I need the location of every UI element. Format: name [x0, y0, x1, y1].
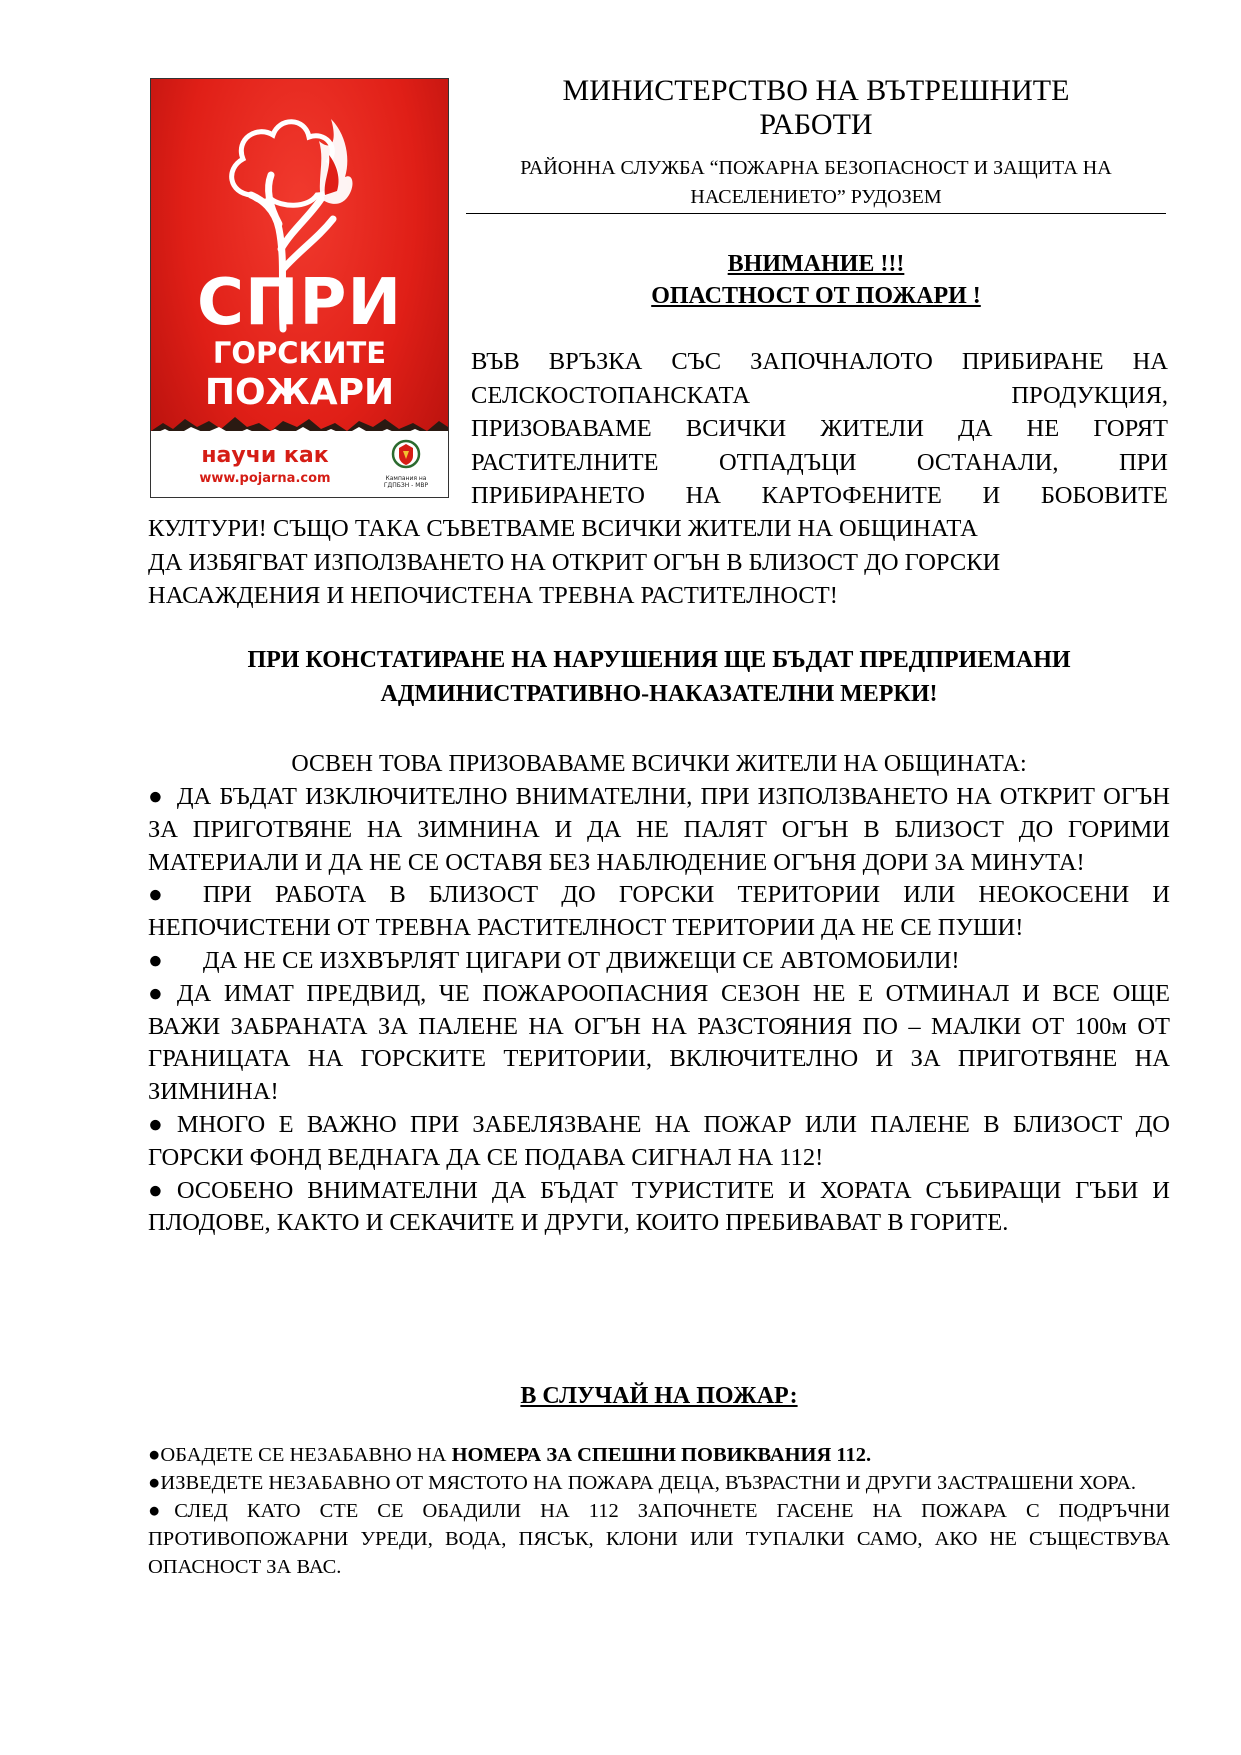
- appeal-list: [148, 781, 1170, 1240]
- poster-campaign-credit: Кампания на ГДПБЗН - МВР: [383, 475, 429, 489]
- appeal-heading: ОСВЕН ТОВА ПРИЗОВАВАМЕ ВСИЧКИ ЖИТЕЛИ НА ОБЩИНАТА:: [291, 751, 1027, 777]
- bullet-icon: ●: [148, 1472, 161, 1494]
- bullet-icon: ●: [148, 1500, 175, 1522]
- list-item: ● ОСОБЕНО ВНИМАТЕЛНИ ДА БЪДАТ ТУРИСТИТЕ И ХОРАТА СЪБИРАЩИ ГЪБИ И ПЛОДОВЕ, КАКТО И СЕКАЧИТЕ И ДРУГИ, КОИТО ПРЕБИВАВАТ В ГОРИТЕ.: [148, 1176, 1170, 1237]
- header-divider: [466, 213, 1166, 214]
- ministry-title: МИНИСТЕРСТВО НА ВЪТРЕШНИТЕ РАБОТИ: [562, 74, 1070, 141]
- poster-slogan-line2: ГОРСКИТЕ: [212, 336, 387, 370]
- bullet-icon: ●: [148, 1110, 163, 1138]
- bullet-icon: ●: [148, 979, 163, 1007]
- sanctions-warning: ПРИ КОНСТАТИРАНЕ НА НАРУШЕНИЯ ЩЕ БЪДАТ ПРЕДПРИЕМАНИ АДМИНИСТРАТИВНО-НАКАЗАТЕЛНИ МЕРКИ!: [247, 647, 1071, 707]
- bullet-icon: ●: [148, 783, 163, 810]
- service-title: РАЙОННА СЛУЖБА “ПОЖАРНА БЕЗОПАСНОСТ И ЗАЩИТА НА НАСЕЛЕНИЕТО” РУДОЗЕМ: [520, 157, 1112, 208]
- poster-website: www.pojarna.com: [199, 471, 331, 486]
- list-item: ●ИЗВЕДЕТЕ НЕЗАБАВНО ОТ МЯСТОТО НА ПОЖАРА ДЕЦА, ВЪЗРАСТНИ И ДРУГИ ЗАСТРАШЕНИ ХОРА.: [148, 1472, 1137, 1494]
- bullet-icon: ●: [148, 1444, 161, 1466]
- list-item: ●ОБАДЕТЕ СЕ НЕЗАБАВНО НА НОМЕРА ЗА СПЕШНИ ПОВИКВАНИЯ 112.: [148, 1444, 872, 1466]
- campaign-poster: [150, 78, 449, 498]
- poster-slogan-line3: ПОЖАРИ: [204, 372, 395, 413]
- bullet-icon: ●: [148, 1176, 163, 1204]
- poster-slogan-line1: СПРИ: [197, 266, 402, 340]
- list-item: ● ДА НЕ СЕ ИЗХВЪРЛЯТ ЦИГАРИ ОТ ДВИЖЕЩИ СЕ АВТОМОБИЛИ!: [148, 945, 1170, 978]
- bullet-icon: ●: [148, 881, 163, 909]
- emblem-icon: [391, 437, 421, 471]
- list-item: ●СЛЕД КАТО СТЕ СЕ ОБАДИЛИ НА 112 ЗАПОЧНЕТЕ ГАСЕНЕ НА ПОЖАРА С ПОДРЪЧНИ ПРОТИВОПОЖАРНИ УРЕДИ, ВОДА, ПЯСЪК, КЛОНИ ИЛИ ТУПАЛКИ САМО, АКО НЕ СЪЩЕСТВУВА ОПАСНОСТ ЗА ВАС.: [148, 1500, 1170, 1578]
- poster-learn-text: научи как: [201, 443, 329, 468]
- fire-steps-list: [148, 1441, 1170, 1581]
- emergency-number: НОМЕРА ЗА СПЕШНИ ПОВИКВАНИЯ 112.: [451, 1444, 872, 1466]
- intro-paragraph-top: ВЪВ ВРЪЗКА СЪС ЗАПОЧНАЛОТО ПРИБИРАНЕ НА СЕЛСКОСТОПАНСКАТА ПРОДУКЦИЯ, ПРИЗОВАВАМЕ ВСИЧКИ ЖИТЕЛИ ДА НЕ ГОРЯТ РАСТИТЕЛНИТЕ ОТПАДЪЦИ ОСТАНАЛИ, ПРИ ПРИБИРАНЕТО НА КАРТОФЕНИТЕ И БОБОВИТЕ: [471, 348, 1168, 509]
- bullet-icon: ●: [148, 946, 163, 974]
- attention-heading: ВНИМАНИЕ !!! ОПАСТНОСТ ОТ ПОЖАРИ !: [651, 251, 981, 309]
- intro-paragraph-bottom: КУЛТУРИ! СЪЩО ТАКА СЪВЕТВАМЕ ВСИЧКИ ЖИТЕЛИ НА ОБЩИНАТА ДА ИЗБЯГВАТ ИЗПОЛЗВАНЕТО НА ОТКРИТ ОГЪН В БЛИЗОСТ ДО ГОРСКИ НАСАЖДЕНИЯ И НЕПОЧИСТЕНА ТРЕВНА РАСТИТЕЛНОСТ!: [148, 515, 1001, 609]
- list-item: ● ПРИ РАБОТА В БЛИЗОСТ ДО ГОРСКИ ТЕРИТОРИИ ИЛИ НЕОКОСЕНИ И НЕПОЧИСТЕНИ ОТ ТРЕВНА РАСТИТЕЛНОСТ ТЕРИТОРИИ ДА НЕ СЕ ПУШИ!: [148, 881, 1170, 942]
- list-item: ● ДА ИМАТ ПРЕДВИД, ЧЕ ПОЖАРООПАСНИЯ СЕЗОН НЕ Е ОТМИНАЛ И ВСЕ ОЩЕ ВАЖИ ЗАБРАНАТА ЗА ПАЛЕНЕ НА ОГЪН НА РАЗСТОЯНИЯ ПО – МАЛКИ ОТ 100м ОТ ГРАНИЦАТА НА ГОРСКИТЕ ТЕРИТОРИИ, ВКЛЮЧИТЕЛНО И ЗА ПРИГОТВЯНЕ НА ЗИМНИНА!: [148, 979, 1170, 1106]
- list-item: ● ДА БЪДАТ ИЗКЛЮЧИТЕЛНО ВНИМАТЕЛНИ, ПРИ ИЗПОЛЗВАНЕТО НА ОТКРИТ ОГЪН ЗА ПРИГОТВЯНЕ НА ЗИМНИНА И ДА НЕ ПАЛЯТ ОГЪН В БЛИЗОСТ ДО ГОРИМИ МАТЕРИАЛИ И ДА НЕ СЕ ОСТАВЯ БЕЗ НАБЛЮДЕНИЕ ОГЪНЯ ДОРИ ЗА МИНУТА!: [148, 783, 1170, 876]
- in-case-of-fire-heading: В СЛУЧАЙ НА ПОЖАР:: [520, 1383, 798, 1409]
- list-item: ● МНОГО Е ВАЖНО ПРИ ЗАБЕЛЯЗВАНЕ НА ПОЖАР ИЛИ ПАЛЕНЕ В БЛИЗОСТ ДО ГОРСКИ ФОНД ВЕДНАГА ДА СЕ ПОДАВА СИГНАЛ НА 112!: [148, 1110, 1170, 1171]
